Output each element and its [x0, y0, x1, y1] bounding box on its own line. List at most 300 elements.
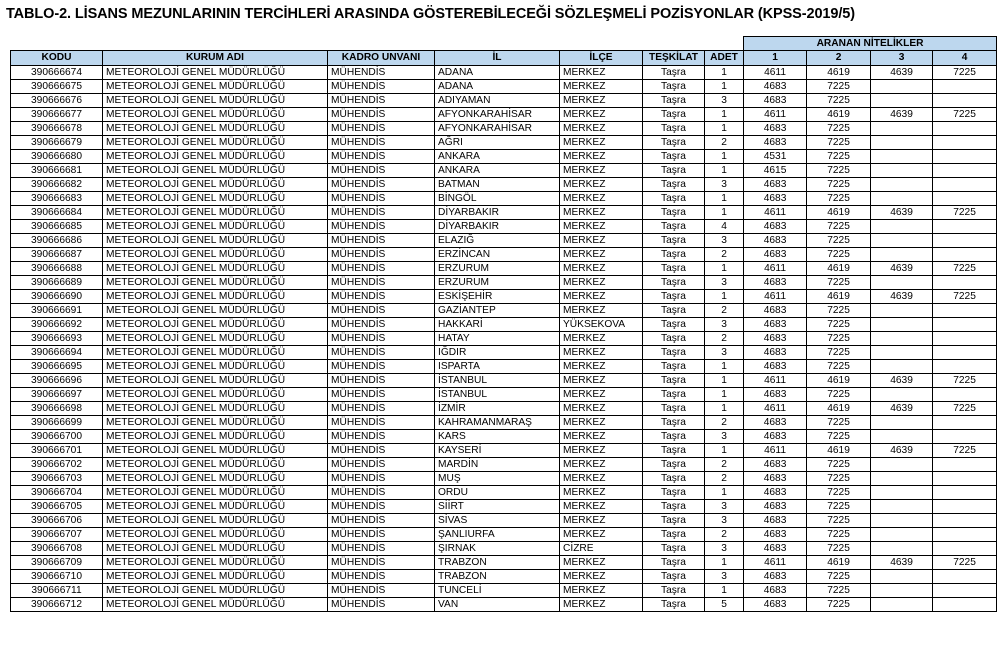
kadro-unvani-cell: MÜHENDİS — [328, 583, 435, 597]
nitelik-3-cell — [871, 583, 933, 597]
il-cell: ORDU — [435, 485, 560, 499]
nitelik-4-cell: 7225 — [933, 261, 997, 275]
teskilat-cell: Taşra — [643, 485, 705, 499]
nitelik-1-cell: 4683 — [744, 569, 807, 583]
kurum-adi-cell: METEOROLOJİ GENEL MÜDÜRLÜĞÜ — [103, 429, 328, 443]
column-header-kadro-unvani: KADRO UNVANI — [328, 51, 435, 66]
nitelik-3-cell — [871, 415, 933, 429]
nitelik-3-cell — [871, 79, 933, 93]
il-cell: ELAZIĞ — [435, 233, 560, 247]
nitelik-2-cell: 7225 — [807, 121, 871, 135]
kurum-adi-cell: METEOROLOJİ GENEL MÜDÜRLÜĞÜ — [103, 457, 328, 471]
table-row — [11, 387, 997, 401]
nitelik-3-cell — [871, 457, 933, 471]
ilce-cell: MERKEZ — [560, 233, 643, 247]
teskilat-cell: Taşra — [643, 499, 705, 513]
teskilat-cell: Taşra — [643, 387, 705, 401]
kurum-adi-cell: METEOROLOJİ GENEL MÜDÜRLÜĞÜ — [103, 387, 328, 401]
ilce-cell: MERKEZ — [560, 555, 643, 569]
nitelik-4-cell — [933, 317, 997, 331]
ilce-cell: MERKEZ — [560, 597, 643, 611]
nitelik-1-cell: 4611 — [744, 373, 807, 387]
teskilat-cell: Taşra — [643, 135, 705, 149]
kurum-adi-cell: METEOROLOJİ GENEL MÜDÜRLÜĞÜ — [103, 247, 328, 261]
kurum-adi-cell: METEOROLOJİ GENEL MÜDÜRLÜĞÜ — [103, 93, 328, 107]
table-row — [11, 303, 997, 317]
group-header-spacer — [11, 37, 744, 51]
adet-cell: 1 — [705, 373, 744, 387]
il-cell: İSTANBUL — [435, 373, 560, 387]
column-header-kodu: KODU — [11, 51, 103, 66]
nitelik-2-cell: 7225 — [807, 485, 871, 499]
nitelik-3-cell — [871, 331, 933, 345]
nitelik-2-cell: 7225 — [807, 135, 871, 149]
nitelik-1-cell: 4683 — [744, 303, 807, 317]
il-cell: SİVAS — [435, 513, 560, 527]
nitelik-2-cell: 7225 — [807, 317, 871, 331]
nitelik-1-cell: 4683 — [744, 471, 807, 485]
teskilat-cell: Taşra — [643, 429, 705, 443]
nitelik-4-cell: 7225 — [933, 289, 997, 303]
nitelik-2-cell: 7225 — [807, 597, 871, 611]
nitelik-2-cell: 7225 — [807, 345, 871, 359]
kodu-cell: 390666708 — [11, 541, 103, 555]
teskilat-cell: Taşra — [643, 233, 705, 247]
ilce-cell: YÜKSEKOVA — [560, 317, 643, 331]
nitelik-2-cell: 7225 — [807, 219, 871, 233]
kadro-unvani-cell: MÜHENDİS — [328, 317, 435, 331]
il-cell: ANKARA — [435, 163, 560, 177]
kadro-unvani-cell: MÜHENDİS — [328, 443, 435, 457]
teskilat-cell: Taşra — [643, 569, 705, 583]
nitelik-3-cell — [871, 275, 933, 289]
nitelik-4-cell: 7225 — [933, 443, 997, 457]
il-cell: ADANA — [435, 65, 560, 79]
table-row — [11, 443, 997, 457]
adet-cell: 2 — [705, 457, 744, 471]
adet-cell: 2 — [705, 415, 744, 429]
nitelik-4-cell — [933, 569, 997, 583]
nitelik-1-cell: 4683 — [744, 275, 807, 289]
kurum-adi-cell: METEOROLOJİ GENEL MÜDÜRLÜĞÜ — [103, 163, 328, 177]
kurum-adi-cell: METEOROLOJİ GENEL MÜDÜRLÜĞÜ — [103, 499, 328, 513]
nitelik-1-cell: 4683 — [744, 485, 807, 499]
nitelik-1-cell: 4611 — [744, 555, 807, 569]
nitelik-4-cell — [933, 303, 997, 317]
kodu-cell: 390666676 — [11, 93, 103, 107]
nitelik-2-cell: 7225 — [807, 499, 871, 513]
adet-cell: 3 — [705, 499, 744, 513]
nitelik-4-cell — [933, 79, 997, 93]
teskilat-cell: Taşra — [643, 457, 705, 471]
nitelik-3-cell — [871, 471, 933, 485]
nitelik-2-cell: 7225 — [807, 415, 871, 429]
teskilat-cell: Taşra — [643, 359, 705, 373]
nitelik-1-cell: 4683 — [744, 429, 807, 443]
adet-cell: 1 — [705, 289, 744, 303]
nitelik-1-cell: 4683 — [744, 499, 807, 513]
nitelik-1-cell: 4611 — [744, 107, 807, 121]
teskilat-cell: Taşra — [643, 443, 705, 457]
kadro-unvani-cell: MÜHENDİS — [328, 499, 435, 513]
kodu-cell: 390666694 — [11, 345, 103, 359]
kodu-cell: 390666680 — [11, 149, 103, 163]
kadro-unvani-cell: MÜHENDİS — [328, 457, 435, 471]
nitelik-4-cell — [933, 415, 997, 429]
kurum-adi-cell: METEOROLOJİ GENEL MÜDÜRLÜĞÜ — [103, 415, 328, 429]
nitelik-1-cell: 4683 — [744, 247, 807, 261]
kodu-cell: 390666701 — [11, 443, 103, 457]
kadro-unvani-cell: MÜHENDİS — [328, 401, 435, 415]
adet-cell: 1 — [705, 205, 744, 219]
nitelik-4-cell — [933, 247, 997, 261]
il-cell: ERZURUM — [435, 261, 560, 275]
kodu-cell: 390666696 — [11, 373, 103, 387]
ilce-cell: MERKEZ — [560, 261, 643, 275]
table-row — [11, 471, 997, 485]
nitelik-2-cell: 7225 — [807, 541, 871, 555]
kurum-adi-cell: METEOROLOJİ GENEL MÜDÜRLÜĞÜ — [103, 569, 328, 583]
table-row — [11, 527, 997, 541]
nitelik-2-cell: 4619 — [807, 65, 871, 79]
nitelik-2-cell: 7225 — [807, 79, 871, 93]
ilce-cell: MERKEZ — [560, 331, 643, 345]
adet-cell: 2 — [705, 303, 744, 317]
il-cell: TUNCELİ — [435, 583, 560, 597]
nitelik-4-cell — [933, 583, 997, 597]
teskilat-cell: Taşra — [643, 317, 705, 331]
table-row — [11, 555, 997, 569]
teskilat-cell: Taşra — [643, 275, 705, 289]
ilce-cell: MERKEZ — [560, 471, 643, 485]
nitelik-4-cell: 7225 — [933, 65, 997, 79]
il-cell: GAZİANTEP — [435, 303, 560, 317]
table-row — [11, 233, 997, 247]
column-header-adet: ADET — [705, 51, 744, 66]
table-row — [11, 135, 997, 149]
nitelik-1-cell: 4531 — [744, 149, 807, 163]
ilce-cell: MERKEZ — [560, 429, 643, 443]
table-row — [11, 79, 997, 93]
kodu-cell: 390666697 — [11, 387, 103, 401]
group-header-aranan-nitelikler: ARANAN NİTELİKLER — [744, 37, 997, 51]
kurum-adi-cell: METEOROLOJİ GENEL MÜDÜRLÜĞÜ — [103, 583, 328, 597]
il-cell: TRABZON — [435, 569, 560, 583]
nitelik-4-cell — [933, 219, 997, 233]
teskilat-cell: Taşra — [643, 583, 705, 597]
kadro-unvani-cell: MÜHENDİS — [328, 373, 435, 387]
il-cell: ADIYAMAN — [435, 93, 560, 107]
nitelik-1-cell: 4611 — [744, 289, 807, 303]
adet-cell: 2 — [705, 527, 744, 541]
kadro-unvani-cell: MÜHENDİS — [328, 555, 435, 569]
ilce-cell: MERKEZ — [560, 135, 643, 149]
ilce-cell: MERKEZ — [560, 205, 643, 219]
column-header-nitelik-4: 4 — [933, 51, 997, 66]
teskilat-cell: Taşra — [643, 415, 705, 429]
kodu-cell: 390666693 — [11, 331, 103, 345]
il-cell: ANKARA — [435, 149, 560, 163]
adet-cell: 1 — [705, 149, 744, 163]
adet-cell: 1 — [705, 65, 744, 79]
kodu-cell: 390666709 — [11, 555, 103, 569]
nitelik-3-cell — [871, 317, 933, 331]
nitelik-3-cell: 4639 — [871, 65, 933, 79]
ilce-cell: MERKEZ — [560, 93, 643, 107]
kodu-cell: 390666681 — [11, 163, 103, 177]
kodu-cell: 390666695 — [11, 359, 103, 373]
table-row — [11, 359, 997, 373]
nitelik-4-cell — [933, 345, 997, 359]
il-cell: KAYSERİ — [435, 443, 560, 457]
table-row — [11, 247, 997, 261]
nitelik-4-cell — [933, 513, 997, 527]
nitelik-2-cell: 4619 — [807, 107, 871, 121]
kadro-unvani-cell: MÜHENDİS — [328, 387, 435, 401]
teskilat-cell: Taşra — [643, 289, 705, 303]
il-cell: ERZİNCAN — [435, 247, 560, 261]
il-cell: AĞRI — [435, 135, 560, 149]
nitelik-2-cell: 7225 — [807, 429, 871, 443]
il-cell: HATAY — [435, 331, 560, 345]
adet-cell: 1 — [705, 485, 744, 499]
kadro-unvani-cell: MÜHENDİS — [328, 177, 435, 191]
ilce-cell: MERKEZ — [560, 289, 643, 303]
adet-cell: 3 — [705, 233, 744, 247]
nitelik-3-cell: 4639 — [871, 261, 933, 275]
nitelik-1-cell: 4683 — [744, 233, 807, 247]
il-cell: SİİRT — [435, 499, 560, 513]
teskilat-cell: Taşra — [643, 191, 705, 205]
teskilat-cell: Taşra — [643, 107, 705, 121]
table-row — [11, 261, 997, 275]
kurum-adi-cell: METEOROLOJİ GENEL MÜDÜRLÜĞÜ — [103, 261, 328, 275]
adet-cell: 1 — [705, 79, 744, 93]
kurum-adi-cell: METEOROLOJİ GENEL MÜDÜRLÜĞÜ — [103, 275, 328, 289]
nitelik-1-cell: 4683 — [744, 597, 807, 611]
nitelik-3-cell — [871, 345, 933, 359]
adet-cell: 2 — [705, 331, 744, 345]
nitelik-3-cell — [871, 359, 933, 373]
kadro-unvani-cell: MÜHENDİS — [328, 205, 435, 219]
nitelik-3-cell — [871, 191, 933, 205]
teskilat-cell: Taşra — [643, 177, 705, 191]
il-cell: ŞIRNAK — [435, 541, 560, 555]
nitelik-3-cell — [871, 219, 933, 233]
adet-cell: 2 — [705, 135, 744, 149]
adet-cell: 1 — [705, 121, 744, 135]
il-cell: TRABZON — [435, 555, 560, 569]
nitelik-1-cell: 4683 — [744, 415, 807, 429]
table-row — [11, 513, 997, 527]
ilce-cell: MERKEZ — [560, 149, 643, 163]
nitelik-2-cell: 7225 — [807, 275, 871, 289]
il-cell: MUŞ — [435, 471, 560, 485]
kadro-unvani-cell: MÜHENDİS — [328, 429, 435, 443]
adet-cell: 4 — [705, 219, 744, 233]
table-row — [11, 177, 997, 191]
table-row — [11, 331, 997, 345]
adet-cell: 3 — [705, 569, 744, 583]
nitelik-3-cell — [871, 541, 933, 555]
kurum-adi-cell: METEOROLOJİ GENEL MÜDÜRLÜĞÜ — [103, 373, 328, 387]
table-row — [11, 65, 997, 79]
kodu-cell: 390666683 — [11, 191, 103, 205]
teskilat-cell: Taşra — [643, 65, 705, 79]
nitelik-2-cell: 7225 — [807, 331, 871, 345]
il-cell: İZMİR — [435, 401, 560, 415]
table-row — [11, 163, 997, 177]
adet-cell: 1 — [705, 359, 744, 373]
kodu-cell: 390666688 — [11, 261, 103, 275]
il-cell: AFYONKARAHİSAR — [435, 107, 560, 121]
kadro-unvani-cell: MÜHENDİS — [328, 163, 435, 177]
adet-cell: 1 — [705, 583, 744, 597]
teskilat-cell: Taşra — [643, 527, 705, 541]
nitelik-4-cell — [933, 233, 997, 247]
teskilat-cell: Taşra — [643, 261, 705, 275]
kodu-cell: 390666674 — [11, 65, 103, 79]
teskilat-cell: Taşra — [643, 471, 705, 485]
kurum-adi-cell: METEOROLOJİ GENEL MÜDÜRLÜĞÜ — [103, 443, 328, 457]
adet-cell: 3 — [705, 541, 744, 555]
table-row — [11, 569, 997, 583]
nitelik-4-cell — [933, 121, 997, 135]
ilce-cell: MERKEZ — [560, 79, 643, 93]
nitelik-2-cell: 7225 — [807, 527, 871, 541]
table-row — [11, 373, 997, 387]
nitelik-1-cell: 4683 — [744, 513, 807, 527]
nitelik-3-cell — [871, 303, 933, 317]
nitelik-1-cell: 4683 — [744, 121, 807, 135]
positions-table — [10, 36, 997, 612]
kurum-adi-cell: METEOROLOJİ GENEL MÜDÜRLÜĞÜ — [103, 233, 328, 247]
ilce-cell: MERKEZ — [560, 359, 643, 373]
kadro-unvani-cell: MÜHENDİS — [328, 93, 435, 107]
kurum-adi-cell: METEOROLOJİ GENEL MÜDÜRLÜĞÜ — [103, 135, 328, 149]
nitelik-3-cell — [871, 135, 933, 149]
teskilat-cell: Taşra — [643, 219, 705, 233]
column-header-il: İL — [435, 51, 560, 66]
kodu-cell: 390666710 — [11, 569, 103, 583]
ilce-cell: MERKEZ — [560, 401, 643, 415]
adet-cell: 1 — [705, 191, 744, 205]
kodu-cell: 390666679 — [11, 135, 103, 149]
kadro-unvani-cell: MÜHENDİS — [328, 233, 435, 247]
kadro-unvani-cell: MÜHENDİS — [328, 275, 435, 289]
nitelik-3-cell — [871, 247, 933, 261]
ilce-cell: MERKEZ — [560, 163, 643, 177]
nitelik-1-cell: 4683 — [744, 177, 807, 191]
nitelik-4-cell — [933, 387, 997, 401]
nitelik-4-cell: 7225 — [933, 205, 997, 219]
nitelik-3-cell — [871, 513, 933, 527]
nitelik-1-cell: 4683 — [744, 135, 807, 149]
kodu-cell: 390666703 — [11, 471, 103, 485]
nitelik-2-cell: 7225 — [807, 387, 871, 401]
nitelik-2-cell: 4619 — [807, 261, 871, 275]
column-header-ilce: İLÇE — [560, 51, 643, 66]
teskilat-cell: Taşra — [643, 331, 705, 345]
kadro-unvani-cell: MÜHENDİS — [328, 597, 435, 611]
kurum-adi-cell: METEOROLOJİ GENEL MÜDÜRLÜĞÜ — [103, 345, 328, 359]
table-row — [11, 597, 997, 611]
nitelik-4-cell — [933, 485, 997, 499]
adet-cell: 3 — [705, 177, 744, 191]
adet-cell: 3 — [705, 93, 744, 107]
nitelik-2-cell: 7225 — [807, 471, 871, 485]
ilce-cell: MERKEZ — [560, 415, 643, 429]
table-row — [11, 289, 997, 303]
kadro-unvani-cell: MÜHENDİS — [328, 107, 435, 121]
kurum-adi-cell: METEOROLOJİ GENEL MÜDÜRLÜĞÜ — [103, 219, 328, 233]
kurum-adi-cell: METEOROLOJİ GENEL MÜDÜRLÜĞÜ — [103, 303, 328, 317]
nitelik-2-cell: 4619 — [807, 205, 871, 219]
ilce-cell: MERKEZ — [560, 373, 643, 387]
nitelik-3-cell — [871, 499, 933, 513]
kadro-unvani-cell: MÜHENDİS — [328, 513, 435, 527]
il-cell: BİNGÖL — [435, 191, 560, 205]
kurum-adi-cell: METEOROLOJİ GENEL MÜDÜRLÜĞÜ — [103, 149, 328, 163]
il-cell: AFYONKARAHİSAR — [435, 121, 560, 135]
teskilat-cell: Taşra — [643, 93, 705, 107]
nitelik-3-cell: 4639 — [871, 107, 933, 121]
nitelik-3-cell — [871, 597, 933, 611]
ilce-cell: MERKEZ — [560, 513, 643, 527]
nitelik-4-cell: 7225 — [933, 373, 997, 387]
il-cell: DİYARBAKIR — [435, 219, 560, 233]
il-cell: ERZURUM — [435, 275, 560, 289]
nitelik-3-cell — [871, 149, 933, 163]
nitelik-2-cell: 7225 — [807, 359, 871, 373]
adet-cell: 1 — [705, 387, 744, 401]
table-row — [11, 191, 997, 205]
nitelik-1-cell: 4683 — [744, 93, 807, 107]
teskilat-cell: Taşra — [643, 401, 705, 415]
kurum-adi-cell: METEOROLOJİ GENEL MÜDÜRLÜĞÜ — [103, 359, 328, 373]
table-row — [11, 415, 997, 429]
kodu-cell: 390666702 — [11, 457, 103, 471]
kurum-adi-cell: METEOROLOJİ GENEL MÜDÜRLÜĞÜ — [103, 471, 328, 485]
il-cell: ŞANLIURFA — [435, 527, 560, 541]
kurum-adi-cell: METEOROLOJİ GENEL MÜDÜRLÜĞÜ — [103, 177, 328, 191]
teskilat-cell: Taşra — [643, 345, 705, 359]
kodu-cell: 390666687 — [11, 247, 103, 261]
ilce-cell: MERKEZ — [560, 65, 643, 79]
nitelik-2-cell: 7225 — [807, 569, 871, 583]
ilce-cell: CİZRE — [560, 541, 643, 555]
nitelik-2-cell: 4619 — [807, 373, 871, 387]
teskilat-cell: Taşra — [643, 163, 705, 177]
nitelik-4-cell — [933, 275, 997, 289]
table-row — [11, 541, 997, 555]
kurum-adi-cell: METEOROLOJİ GENEL MÜDÜRLÜĞÜ — [103, 191, 328, 205]
kurum-adi-cell: METEOROLOJİ GENEL MÜDÜRLÜĞÜ — [103, 65, 328, 79]
kadro-unvani-cell: MÜHENDİS — [328, 359, 435, 373]
nitelik-4-cell — [933, 163, 997, 177]
page-title: TABLO-2. LİSANS MEZUNLARININ TERCİHLERİ ARASINDA GÖSTEREBİLECEĞİ SÖZLEŞMELİ POZİSYONLAR (KPSS-2019/5) — [6, 6, 855, 22]
nitelik-4-cell — [933, 499, 997, 513]
adet-cell: 1 — [705, 443, 744, 457]
kodu-cell: 390666685 — [11, 219, 103, 233]
column-header-nitelik-2: 2 — [807, 51, 871, 66]
table-row — [11, 317, 997, 331]
nitelik-1-cell: 4683 — [744, 541, 807, 555]
ilce-cell: MERKEZ — [560, 583, 643, 597]
teskilat-cell: Taşra — [643, 541, 705, 555]
kodu-cell: 390666677 — [11, 107, 103, 121]
adet-cell: 1 — [705, 401, 744, 415]
